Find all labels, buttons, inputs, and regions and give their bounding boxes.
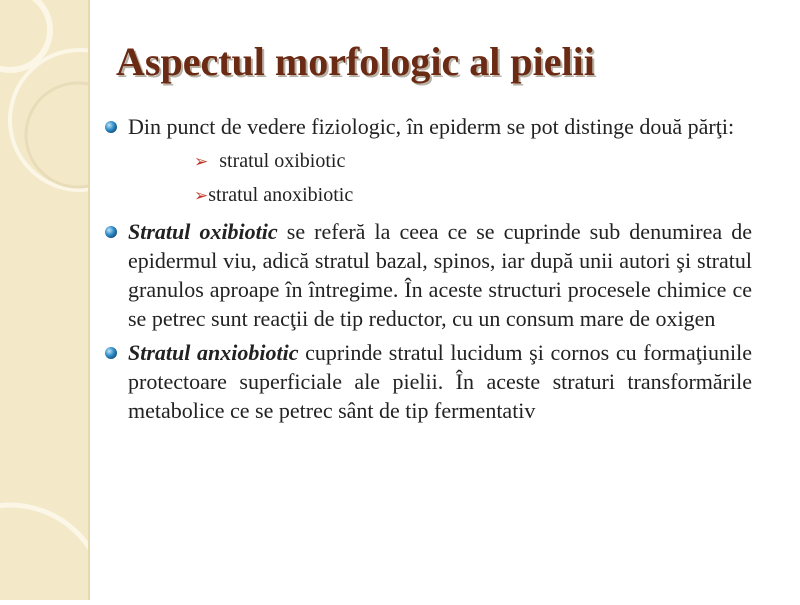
sub-item-text: stratul oxibiotic — [214, 150, 346, 172]
bullet-text: Din punct de vedere fiziologic, în epiderm se pot distinge două părţi: — [128, 114, 735, 139]
sphere-bullet-icon — [104, 346, 118, 360]
sphere-bullet-icon — [104, 120, 118, 134]
sidebar-circles-decoration — [0, 0, 88, 600]
slide-title: Aspectul morfologic al pielii — [116, 39, 595, 84]
bullet-lead: Stratul anxiobiotic — [128, 340, 299, 365]
bullet-lead: Stratul oxibiotic — [128, 219, 278, 244]
decor-arc-4 — [0, 505, 88, 600]
arrow-right-icon: ➢ — [194, 152, 209, 172]
bullet-item — [104, 112, 752, 141]
bullet-text: se referă la ceea ce se cuprinde sub denumirea de epidermul viu, adică stratul bazal, spinos, iar după unii autori şi stratul granulos aproape în întregime. În aceste structuri procesele chimice ce se petrec sunt reacţii de tip reductor, cu un consum mare de oxigen — [128, 219, 752, 331]
sub-item — [104, 180, 752, 211]
sphere-bullet-icon — [104, 225, 118, 239]
sub-list — [104, 146, 752, 211]
arrow-right-icon: ➢ — [194, 186, 209, 206]
decorative-sidebar — [0, 0, 88, 600]
sub-item-text: stratul anoxibiotic — [208, 184, 354, 206]
bullet-item — [104, 217, 752, 333]
bullet-text: cuprinde stratul lucidum şi cornos cu formaţiunile protectoare superficiale ale pielii. În aceste straturi transformările metabolice ce se petrec sânt de tip fermentativ — [128, 340, 752, 423]
sub-item — [104, 146, 752, 177]
bullet-item — [104, 338, 752, 425]
slide-content — [104, 112, 752, 430]
sidebar-divider — [88, 0, 90, 600]
